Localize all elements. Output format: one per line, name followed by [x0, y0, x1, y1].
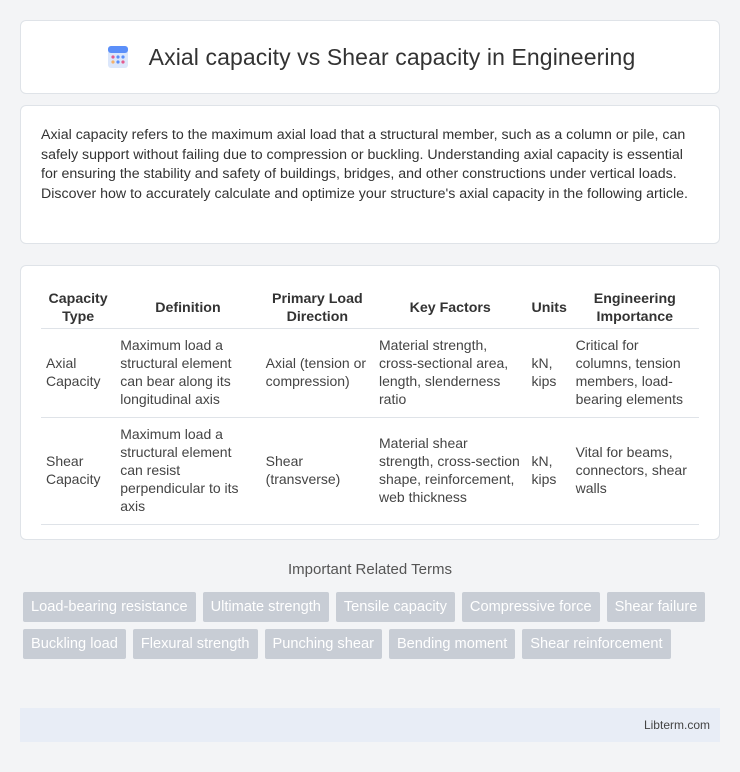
- table-cell: Maximum load a structural element can bear along its longitudinal axis: [115, 329, 260, 418]
- related-term-tag[interactable]: Tensile capacity: [336, 592, 455, 622]
- header-engineering-importance: Engineering Importance: [571, 286, 699, 329]
- comparison-table-card: [20, 265, 720, 540]
- related-term-tag[interactable]: Punching shear: [265, 629, 382, 659]
- related-term-tag[interactable]: Shear failure: [607, 592, 706, 622]
- footer-link[interactable]: Libterm.com: [643, 718, 710, 732]
- table-row: [41, 418, 699, 525]
- table-cell: Shear (transverse): [261, 418, 374, 525]
- table-cell: Material strength, cross-sectional area, length, slenderness ratio: [374, 329, 526, 418]
- table-cell: Vital for beams, connectors, shear walls: [571, 418, 699, 525]
- table-cell: Material shear strength, cross-section shape, reinforcement, web thickness: [374, 418, 526, 525]
- calculator-icon: [105, 44, 131, 70]
- intro-card: [20, 105, 720, 244]
- table-cell: Critical for columns, tension members, load-bearing elements: [571, 329, 699, 418]
- table-cell: kN, kips: [526, 329, 570, 418]
- comparison-table: [41, 286, 699, 525]
- related-terms-heading: Important Related Terms: [288, 561, 452, 578]
- intro-text: Axial capacity refers to the maximum axial load that a structural member, such as a column or pile, can safely support without failing due to compression or buckling. Understanding axial capacity is essential for ensuring the stability and safety of buildings, bridges, and other constructions under vertical loads. Discover how to accurately calculate and optimize your structure's axial capacity in the following article.: [41, 127, 688, 202]
- table-row: [41, 329, 699, 418]
- related-term-tag[interactable]: Compressive force: [462, 592, 600, 622]
- footer: [20, 708, 720, 742]
- table-cell: kN, kips: [526, 418, 570, 525]
- header-units: Units: [526, 286, 570, 329]
- header-primary-load-direction: Primary Load Direction: [261, 286, 374, 329]
- table-cell: Axial (tension or compression): [261, 329, 374, 418]
- table-header-row: [41, 286, 699, 329]
- related-term-tag[interactable]: Load-bearing resistance: [23, 592, 196, 622]
- related-term-tag[interactable]: Ultimate strength: [203, 592, 329, 622]
- header-definition: Definition: [115, 286, 260, 329]
- related-terms-section: [20, 561, 720, 659]
- related-term-tag[interactable]: Shear reinforcement: [522, 629, 670, 659]
- related-terms-list: [20, 592, 720, 659]
- header-card: [20, 20, 720, 94]
- table-cell: Shear Capacity: [41, 418, 115, 525]
- header-capacity-type: Capacity Type: [41, 286, 115, 329]
- related-term-tag[interactable]: Flexural strength: [133, 629, 258, 659]
- page-title: Axial capacity vs Shear capacity in Engineering: [148, 43, 636, 70]
- header-key-factors: Key Factors: [374, 286, 526, 329]
- table-cell: Axial Capacity: [41, 329, 115, 418]
- related-term-tag[interactable]: Buckling load: [23, 629, 126, 659]
- table-cell: Maximum load a structural element can resist perpendicular to its axis: [115, 418, 260, 525]
- related-term-tag[interactable]: Bending moment: [389, 629, 515, 659]
